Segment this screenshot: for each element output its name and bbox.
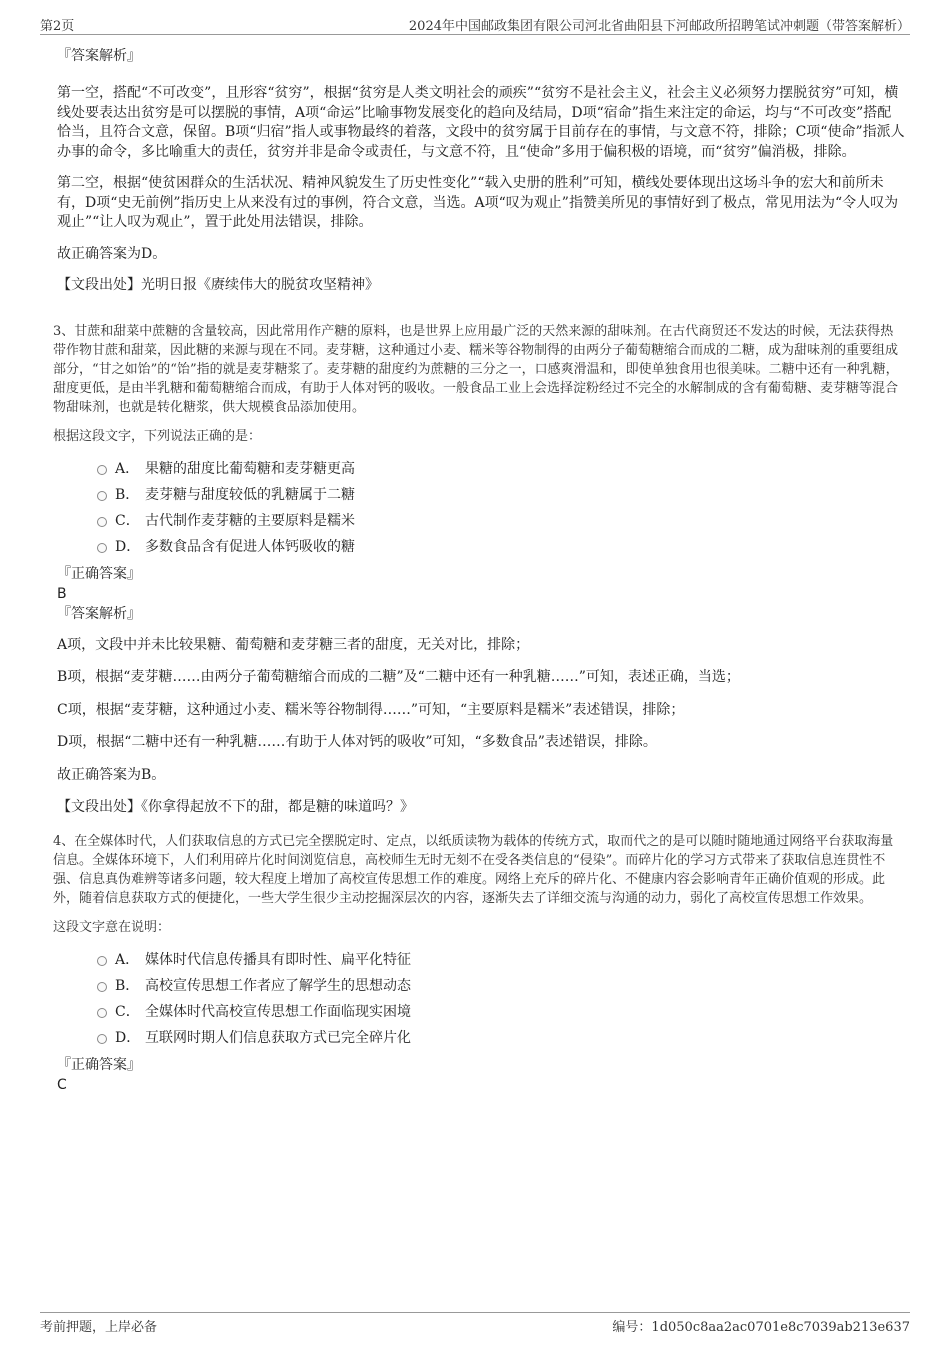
option-text: 互联网时期人们信息获取方式已完全碎片化 <box>145 1029 411 1046</box>
q4-option-d[interactable] <box>57 1025 905 1051</box>
option-text: 麦芽糖与甜度较低的乳糖属于二糖 <box>145 486 355 503</box>
q3-question-text: 3、甘蔗和甜菜中蔗糖的含量较高，因此常用作产糖的原料，也是世界上应用最广泛的天然来源的甜味剂。在古代商贸还不发达的时候，无法获得热带作物甘蔗和甜菜，因此糖的来源与现在不同。麦芽糖，这种通过小麦、糯米等谷物制得的由两分子葡萄糖缩合而成的二糖，成为甜味剂的重要组成部分，“甘之如饴”的“饴”指的就是麦芽糖浆了。麦芽糖的甜度约为蔗糖的三分之一，口感爽滑温和，即使单独食用也很美味。二糖中还有一种乳糖，甜度更低，是由半乳糖和葡萄糖缩合而成，有助于人体对钙的吸收。一般食品工业上会选择淀粉经过不完全的水解制成的含有葡萄糖、麦芽糖等混合物甜味剂，也就是转化糖浆，供大规模食品添加使用。 <box>53 323 899 415</box>
document-title: 2024年中国邮政集团有限公司河北省曲阳县下河邮政所招聘笔试冲刺题（带答案解析） <box>408 19 910 34</box>
radio-button[interactable] <box>97 956 107 966</box>
q3-answer: B <box>57 585 67 602</box>
q2-conclusion: 故正确答案为D。 <box>57 245 167 262</box>
q3-prompt: 根据这段文字，下列说法正确的是： <box>53 428 262 444</box>
page-header <box>40 12 910 35</box>
q3-answer-label: 『正确答案』 <box>57 565 141 582</box>
radio-button[interactable] <box>97 982 107 992</box>
option-text: 果糖的甜度比葡萄糖和麦芽糖更高 <box>145 460 355 477</box>
radio-button[interactable] <box>97 1034 107 1044</box>
q2-analysis-p2: 第二空，根据“使贫困群众的生活状况、精神风貌发生了历史性变化”“载入史册的胜利”可知，横线处要体现出这场斗争的宏大和前所未有，D项“史无前例”指历史上从来没有过的事例，符合文意，当选。A项“叹为观止”指赞美所见的事情好到了极点，常见用法为“令人叹为观止”“让人叹为观止”，置于此处用法错误，排除。 <box>57 175 899 230</box>
q2-source: 【文段出处】光明日报《赓续伟大的脱贫攻坚精神》 <box>57 277 379 293</box>
option-letter: B． <box>115 977 140 994</box>
page-footer <box>40 1312 910 1335</box>
radio-button[interactable] <box>97 491 107 501</box>
q3-conclusion: 故正确答案为B。 <box>57 766 166 783</box>
q3-source: 【文段出处】《你拿得起放不下的甜，都是糖的味道吗？》 <box>57 799 414 815</box>
q4-options <box>57 947 905 1051</box>
q3-option-b[interactable] <box>57 482 905 508</box>
option-letter: A． <box>115 460 140 477</box>
footer-slogan: 考前押题，上岸必备 <box>40 1320 158 1335</box>
option-letter: B． <box>115 486 140 503</box>
q2-analysis-p1: 第一空，搭配“不可改变”，且形容“贫穷”，根据“贫穷是人类文明社会的顽疾”“贫穷不是社会主义，社会主义必须努力摆脱贫穷”可知，横线处要表达出贫穷是可以摆脱的事情，A项“命运”比喻事物发展变化的趋向及结局，D项“宿命”指生来注定的命运，均与“不可改变”搭配恰当，且符合文意，保留。B项“归宿”指人或事物最终的着落，文段中的贫穷属于目前存在的事情，与文意不符，排除；C项“使命”指派人办事的命令，多比喻重大的责任，贫穷并非是命令或责任，与文意不符，且“使命”多用于偏积极的语境，而“贫穷”偏消极，排除。 <box>57 85 905 160</box>
option-letter: A． <box>115 951 140 968</box>
q3-option-d[interactable] <box>57 534 905 560</box>
q3-options <box>57 456 905 560</box>
option-text: 多数食品含有促进人体钙吸收的糖 <box>145 538 355 555</box>
q3-analysis-b: B项，根据“麦芽糖……由两分子葡萄糖缩合而成的二糖”及“二糖中还有一种乳糖……”可知，表述正确，当选； <box>57 669 740 685</box>
q4-option-b[interactable] <box>57 973 905 999</box>
q3-analysis-label: 『答案解析』 <box>57 605 141 622</box>
q2-analysis-label: 『答案解析』 <box>57 48 141 64</box>
q3-analysis-a: A项，文段中并未比较果糖、葡萄糖和麦芽糖三者的甜度，无关对比，排除； <box>57 636 530 653</box>
option-letter: D． <box>115 1029 141 1046</box>
q4-prompt: 这段文字意在说明： <box>53 919 171 935</box>
q3-analysis-c: C项，根据“麦芽糖，这种通过小麦、糯米等谷物制得……”可知，“主要原料是糯米”表述错误，排除； <box>57 701 685 718</box>
q4-option-a[interactable] <box>57 947 905 973</box>
q4-question-text: 4、在全媒体时代，人们获取信息的方式已完全摆脱定时、定点，以纸质读物为载体的传统方式，取而代之的是可以随时随地通过网络平台获取海量信息。全媒体环境下，人们利用碎片化时间浏览信息，高校师生无时无刻不在受各类信息的“侵染”。而碎片化的学习方式带来了获取信息连贯性不强、信息真伪难辨等诸多问题，较大程度上增加了高校宣传思想工作的难度。网络上充斥的碎片化、不健康内容会影响青年正确价值观的形成。此外，随着信息获取方式的便捷化，一些大学生很少主动挖掘深层次的内容，逐渐失去了详细交流与沟通的动力，弱化了高校宣传思想工作效果。 <box>53 833 894 906</box>
option-text: 全媒体时代高校宣传思想工作面临现实困境 <box>145 1003 411 1020</box>
option-letter: C． <box>115 1003 140 1020</box>
q4-answer: C <box>57 1076 67 1093</box>
option-text: 高校宣传思想工作者应了解学生的思想动态 <box>145 977 411 994</box>
radio-button[interactable] <box>97 1008 107 1018</box>
q3-analysis-d: D项，根据“二糖中还有一种乳糖……有助于人体对钙的吸收”可知，“多数食品”表述错误，排除。 <box>57 734 657 750</box>
q3-option-a[interactable] <box>57 456 905 482</box>
radio-button[interactable] <box>97 543 107 553</box>
radio-button[interactable] <box>97 465 107 475</box>
page-number: 第2页 <box>40 19 75 34</box>
q4-option-c[interactable] <box>57 999 905 1025</box>
footer-serial-number: 编号：1d050c8aa2ac0701e8c7039ab213e637 <box>612 1320 910 1335</box>
option-text: 古代制作麦芽糖的主要原料是糯米 <box>145 512 355 529</box>
page-content <box>53 40 905 1095</box>
q4-answer-label: 『正确答案』 <box>57 1056 141 1073</box>
option-text: 媒体时代信息传播具有即时性、扁平化特征 <box>145 951 411 968</box>
q3-option-c[interactable] <box>57 508 905 534</box>
option-letter: D． <box>115 538 141 555</box>
option-letter: C． <box>115 512 140 529</box>
radio-button[interactable] <box>97 517 107 527</box>
